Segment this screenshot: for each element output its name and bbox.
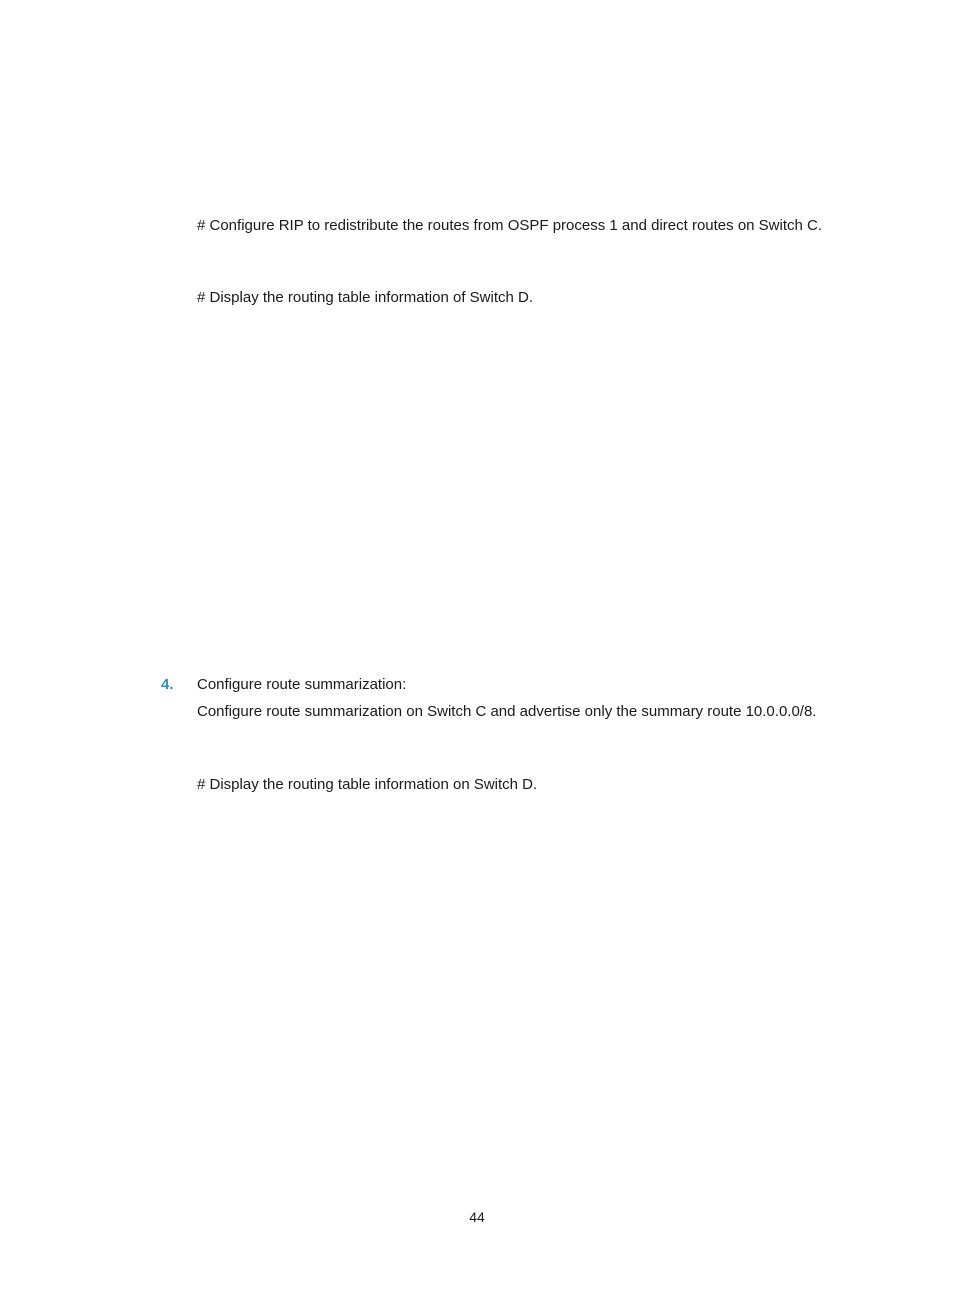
step-title: Configure route summarization:	[197, 676, 407, 693]
page-number: 44	[469, 1209, 485, 1225]
display-routing-table-instruction: # Display the routing table information of Switch D.	[197, 289, 533, 306]
step-description: Configure route summarization on Switch C and advertise only the summary route 10.0.0.0/8.	[197, 703, 817, 720]
redistribute-instruction: # Configure RIP to redistribute the routes from OSPF process 1 and direct routes on Switch C.	[197, 217, 823, 234]
step-number: 4.	[161, 676, 174, 693]
display-routing-table-instruction-2: # Display the routing table information on Switch D.	[197, 776, 538, 793]
